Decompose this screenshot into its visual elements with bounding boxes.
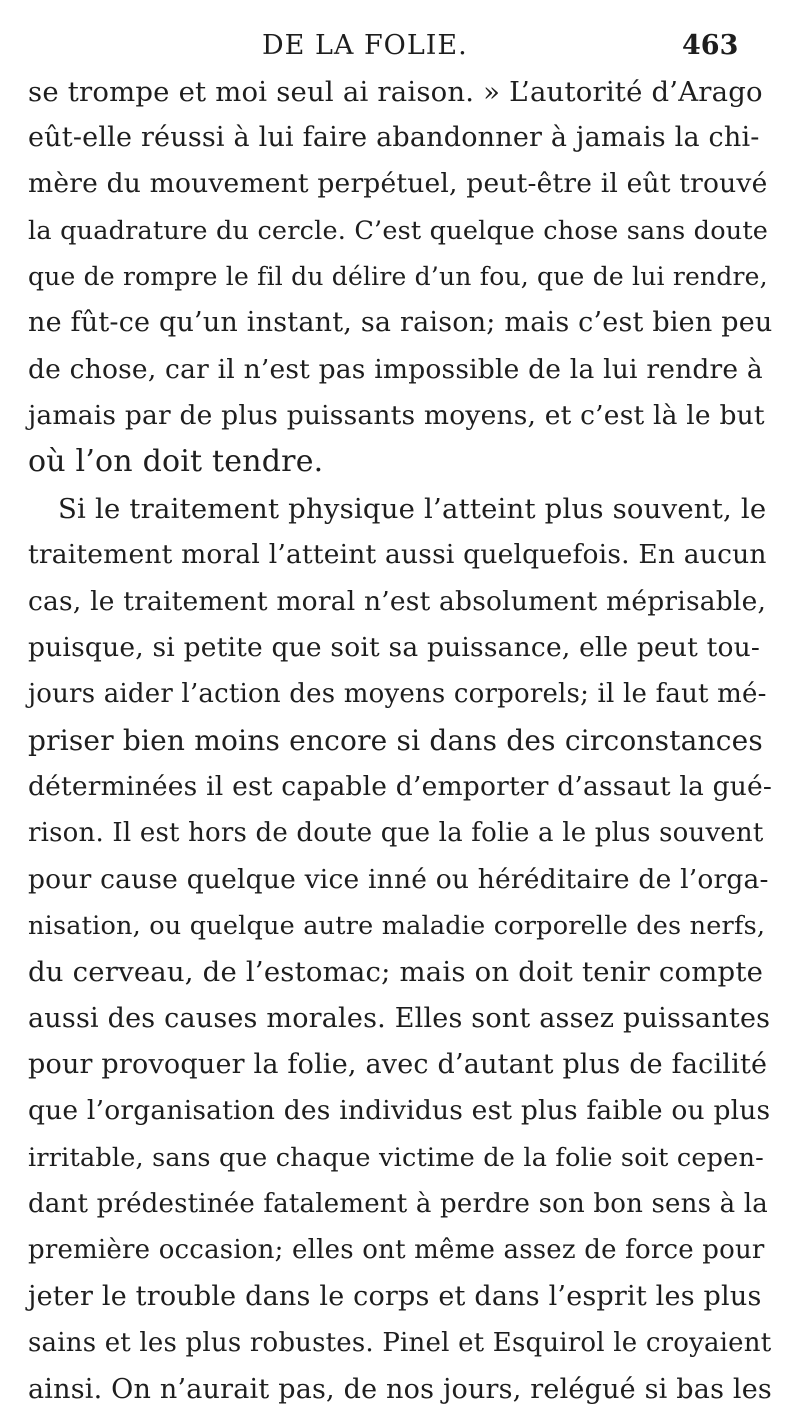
text-line: rison. Il est hors de doute que la folie a le plus souvent (28, 818, 764, 848)
text-line: déterminées il est capable d’emporter d’assaut la gué- (28, 771, 773, 802)
text-line: du cerveau, de l’estomac; mais on doit tenir compte (28, 956, 764, 988)
text-line: sains et les plus robustes. Pinel et Esquirol le croyaient (28, 1328, 772, 1358)
text-line: ne fût-ce qu’un instant, sa raison; mais c’est bien peu (28, 307, 773, 338)
running-title: DE LA FOLIE. (262, 30, 468, 61)
text-line: se trompe et moi seul ai raison. » L’autorité d’Arago (28, 76, 763, 108)
running-head (0, 30, 800, 62)
text-line: priser bien moins encore si dans des circonstances (28, 724, 764, 757)
text-line: irritable, sans que chaque victime de la folie soit cepen- (28, 1143, 764, 1173)
text-line: jours aider l’action des moyens corporels; il le faut mé- (28, 679, 767, 709)
text-line: jeter le trouble dans le corps et dans l’esprit les plus (28, 1281, 762, 1312)
page-number: 463 (682, 30, 739, 61)
text-line: puisque, si petite que soit sa puissance, elle peut tou- (28, 632, 761, 663)
text-line: que de rompre le fil du délire d’un fou, que de lui rendre, (28, 262, 768, 291)
text-line: pour cause quelque vice inné ou héréditaire de l’orga- (28, 864, 769, 895)
text-line: traitement moral l’atteint aussi quelquefois. En aucun (28, 539, 767, 570)
text-line: où l’on doit tendre. (28, 444, 324, 479)
text-line: aussi des causes morales. Elles sont assez puissantes (28, 1003, 771, 1034)
text-line: ainsi. On n’aurait pas, de nos jours, relégué si bas les (28, 1374, 772, 1405)
text-line: la quadrature du cercle. C’est quelque chose sans doute (28, 216, 769, 246)
text-line: Si le traitement physique l’atteint plus souvent, le (58, 493, 767, 525)
text-line: nisation, ou quelque autre maladie corporelle des nerfs, (28, 911, 766, 941)
text-line: eût-elle réussi à lui faire abandonner à jamais la chi- (28, 122, 760, 153)
text-line: dant prédestinée fatalement à perdre son bon sens à la (28, 1189, 768, 1219)
text-line: de chose, car il n’est pas impossible de la lui rendre à (28, 354, 763, 385)
text-line: pour provoquer la folie, avec d’autant plus de facilité (28, 1049, 768, 1080)
text-line: mère du mouvement perpétuel, peut-être il eût trouvé (28, 168, 768, 199)
text-line: que l’organisation des individus est plus faible ou plus (28, 1095, 771, 1126)
text-line: cas, le traitement moral n’est absolument méprisable, (28, 586, 767, 617)
text-line: première occasion; elles ont même assez de force pour (28, 1235, 765, 1265)
text-line: jamais par de plus puissants moyens, et c’est là le but (28, 400, 765, 431)
